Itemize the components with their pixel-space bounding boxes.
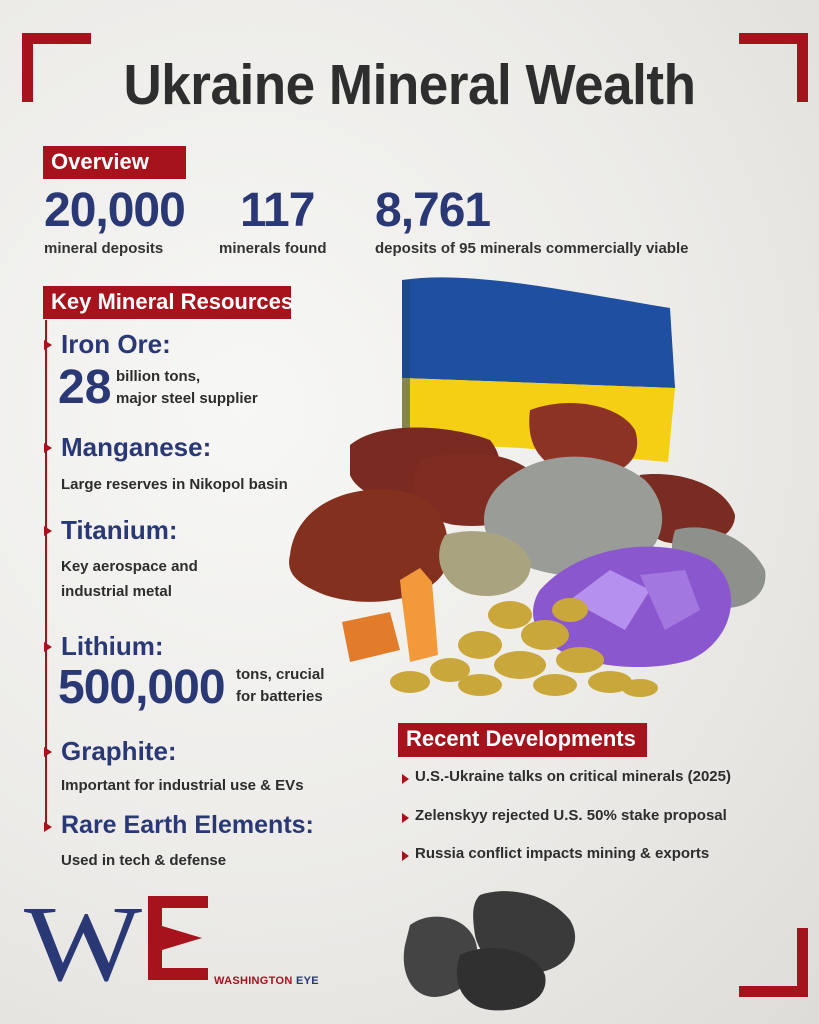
resource-iron-amount: 28 (58, 361, 112, 414)
development-item-3: Russia conflict impacts mining & exports (415, 845, 710, 862)
bullet-triangle-icon (402, 851, 409, 861)
resource-lithium-amount: 500,000 (58, 661, 225, 714)
resource-lithium-desc-2: for batteries (236, 688, 323, 705)
brand-name (214, 975, 319, 987)
corner-frame-bottom-right (739, 928, 808, 997)
developments-label: Recent Developments (398, 723, 647, 757)
resource-lithium-name: Lithium: (61, 631, 164, 661)
resource-titanium-desc (61, 554, 198, 604)
overview-label: Overview (43, 146, 186, 179)
resource-iron-desc-2: major steel supplier (116, 390, 258, 407)
brand-name-part2: EYE (295, 975, 319, 987)
bullet-triangle-icon (44, 822, 52, 832)
resource-lithium-desc-1: tons, crucial (236, 666, 325, 683)
bullet-triangle-icon (44, 526, 52, 536)
stat-label-minerals: minerals found (219, 240, 327, 257)
resource-titanium-desc-2: industrial metal (61, 583, 172, 600)
page-title: Ukraine Mineral Wealth (123, 53, 696, 117)
resource-iron-desc (116, 366, 258, 410)
minerals-illustration (280, 270, 805, 710)
stat-number-minerals: 117 (240, 184, 315, 237)
stat-label-viable: deposits of 95 minerals commercially viable (375, 240, 689, 257)
brand-name-part1: WASHINGTON (214, 975, 293, 987)
resource-rare-earth-desc: Used in tech & defense (61, 852, 227, 869)
resource-manganese-desc: Large reserves in Nikopol basin (61, 476, 288, 493)
bullet-triangle-icon (44, 747, 52, 757)
resources-label: Key Mineral Resources (43, 286, 291, 319)
resource-iron-desc-1: billion tons, (116, 368, 201, 385)
bullet-triangle-icon (402, 774, 409, 784)
bullet-triangle-icon (44, 642, 52, 652)
bullet-triangle-icon (402, 813, 409, 823)
logo-letter-e (148, 896, 208, 980)
resource-rare-earth-name: Rare Earth Elements: (61, 811, 314, 839)
development-item-1: U.S.-Ukraine talks on critical minerals (2025) (415, 768, 731, 785)
stat-label-deposits: mineral deposits (44, 240, 164, 257)
stat-number-viable: 8,761 (375, 184, 491, 237)
resource-manganese-name: Manganese: (61, 432, 212, 462)
resource-iron-name: Iron Ore: (61, 329, 171, 359)
bullet-triangle-icon (44, 340, 52, 350)
washington-eye-logo (24, 888, 210, 988)
coal-rocks (400, 885, 590, 1015)
development-item-2: Zelenskyy rejected U.S. 50% stake proposal (415, 807, 727, 824)
resource-graphite-desc: Important for industrial use & EVs (61, 777, 304, 794)
bullet-triangle-icon (44, 443, 52, 453)
resource-titanium-name: Titanium: (61, 515, 178, 545)
logo-letter-w: W (24, 888, 143, 988)
stat-number-deposits: 20,000 (44, 184, 185, 237)
resource-titanium-desc-1: Key aerospace and (61, 558, 198, 575)
resource-graphite-name: Graphite: (61, 736, 177, 766)
